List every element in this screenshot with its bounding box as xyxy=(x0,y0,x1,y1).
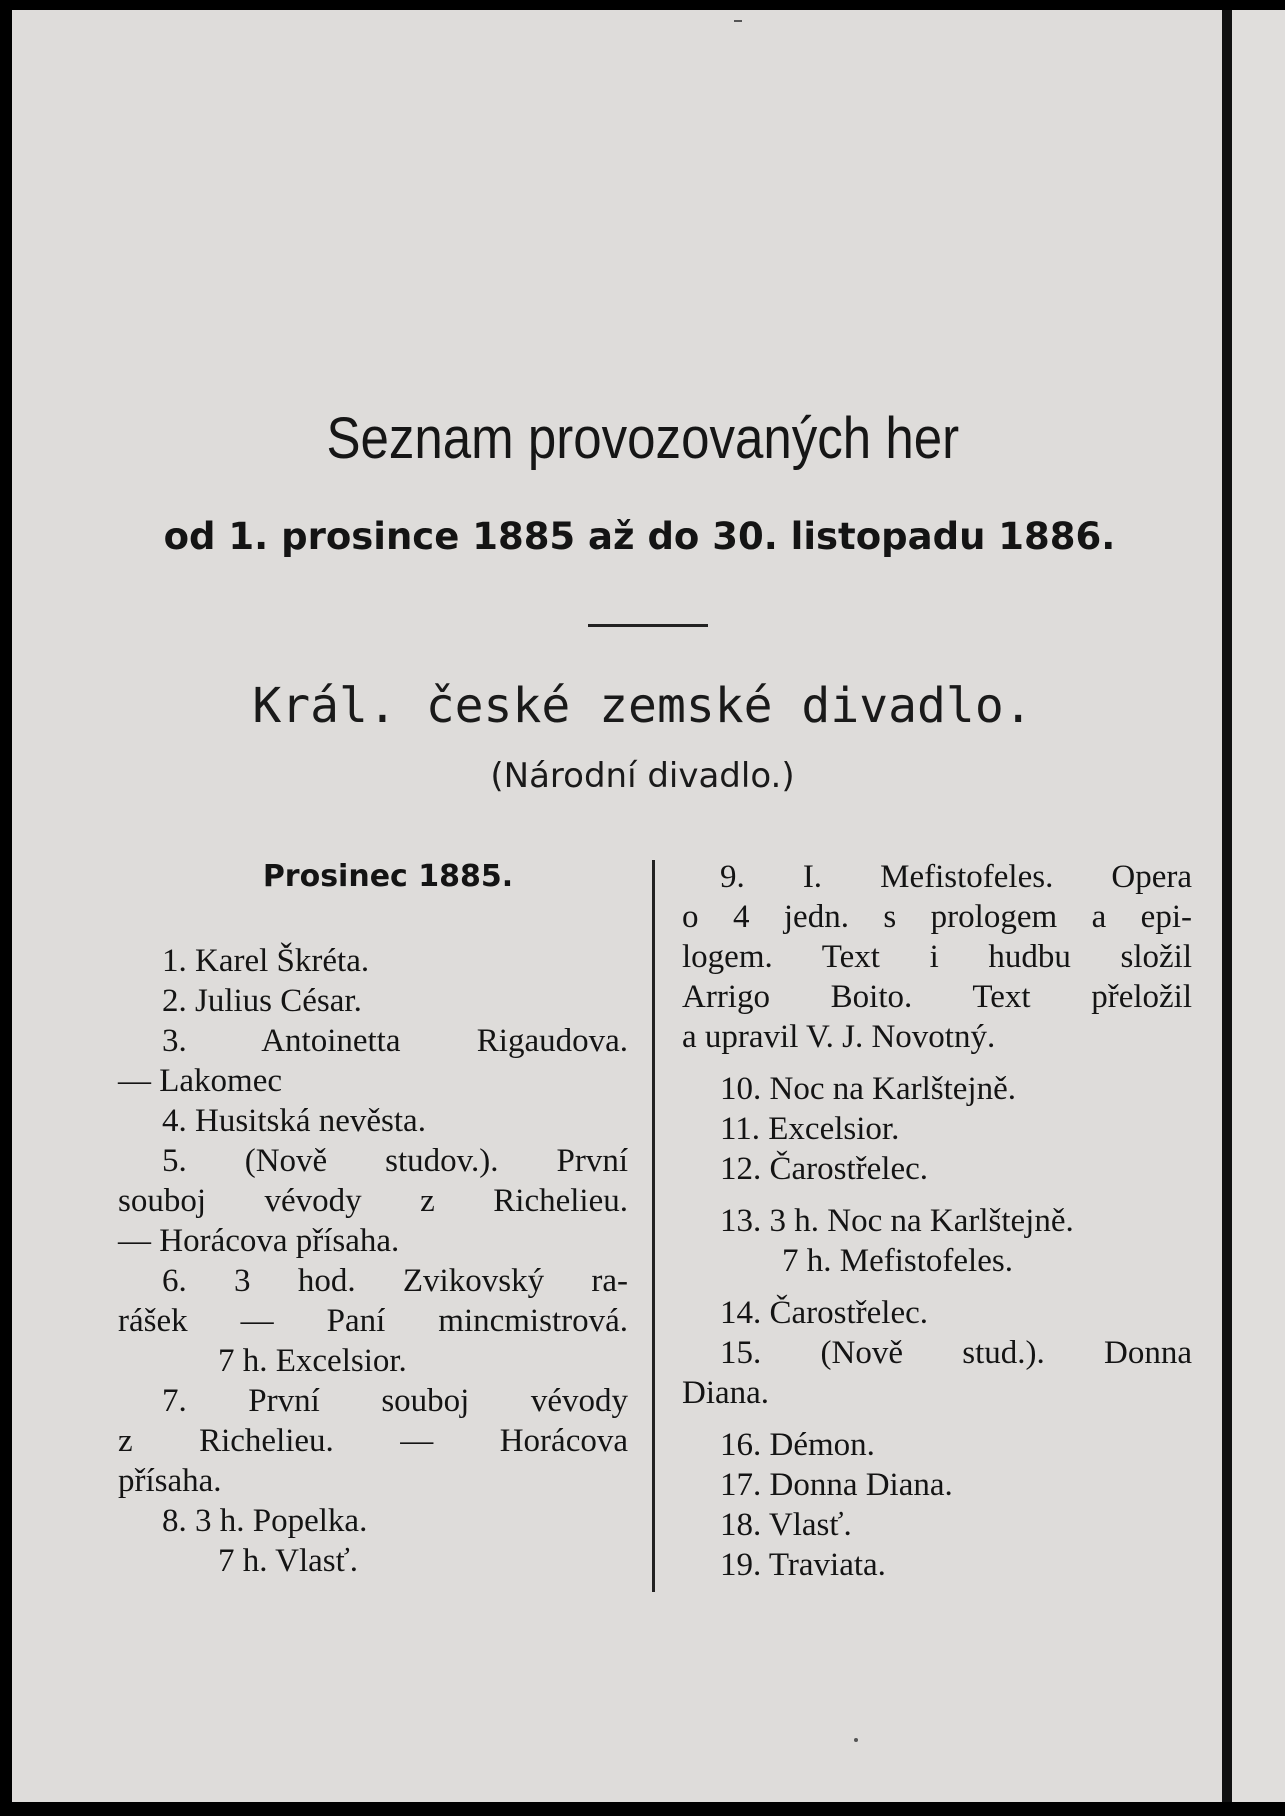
list-item: 2. Julius César. xyxy=(162,983,362,1019)
list-item: 3. Antoinetta Rigaudova. xyxy=(162,1023,628,1059)
theatre-name: Král. české zemské divadlo. xyxy=(252,678,1033,734)
list-item: 19. Traviata. xyxy=(720,1547,886,1583)
list-item: 13. 3 h. Noc na Karlštejně. xyxy=(720,1203,1074,1239)
list-item: 7 h. Mefistofeles. xyxy=(782,1243,1013,1279)
list-item: 1. Karel Škréta. xyxy=(162,943,370,979)
list-item: přísaha. xyxy=(118,1463,222,1499)
list-item: 10. Noc na Karlštejně. xyxy=(720,1071,1016,1107)
month-heading: Prosinec 1885. xyxy=(262,859,514,894)
list-item: 12. Čarostřelec. xyxy=(720,1151,929,1187)
list-item: 4. Husitská nevěsta. xyxy=(162,1103,426,1139)
list-item: a upravil V. J. Novotný. xyxy=(682,1019,996,1055)
list-item: Arrigo Boito. Text přeložil xyxy=(682,979,1192,1015)
list-item: 7 h. Excelsior. xyxy=(218,1343,407,1379)
list-item: 8. 3 h. Popelka. xyxy=(162,1503,368,1539)
list-item: — Lakomec xyxy=(118,1063,283,1099)
column-divider xyxy=(652,860,655,1592)
list-item: 5. (Nově studov.). První xyxy=(162,1143,628,1179)
list-item: 7. První souboj vévody xyxy=(162,1383,628,1419)
list-item: rášek — Paní mincmistrová. xyxy=(118,1303,628,1339)
list-item: 7 h. Vlasť. xyxy=(218,1543,358,1579)
list-item: Diana. xyxy=(682,1375,770,1411)
list-item: 14. Čarostřelec. xyxy=(720,1295,929,1331)
list-item: logem. Text i hudbu složil xyxy=(682,939,1192,975)
list-item: z Richelieu. — Horácova xyxy=(118,1423,628,1459)
theatre-subname: (Národní divadlo.) xyxy=(490,756,795,796)
list-item: 18. Vlasť. xyxy=(720,1507,852,1543)
print-speck xyxy=(734,20,742,22)
left-column xyxy=(118,857,628,1581)
page-edge xyxy=(1222,10,1232,1802)
list-item: souboj vévody z Richelieu. xyxy=(118,1183,628,1219)
list-item: 11. Excelsior. xyxy=(720,1111,900,1147)
right-column xyxy=(682,857,1192,1585)
next-page-strip xyxy=(1232,10,1285,1802)
list-item: o 4 jedn. s prologem a epi- xyxy=(682,899,1192,935)
print-speck xyxy=(854,1738,858,1742)
page-title: Seznam provozovaných her xyxy=(326,406,960,471)
list-item: 15. (Nově stud.). Donna xyxy=(720,1335,1192,1371)
list-item: 16. Démon. xyxy=(720,1427,875,1463)
list-item: 6. 3 hod. Zvikovský ra- xyxy=(162,1263,628,1299)
list-item: — Horácova přísaha. xyxy=(118,1223,400,1259)
date-range-subtitle: od 1. prosince 1885 až do 30. listopadu 1886. xyxy=(163,515,1116,558)
list-item: 17. Donna Diana. xyxy=(720,1467,953,1503)
separator-rule xyxy=(588,624,708,627)
list-item: 9. I. Mefistofeles. Opera xyxy=(720,859,1192,895)
